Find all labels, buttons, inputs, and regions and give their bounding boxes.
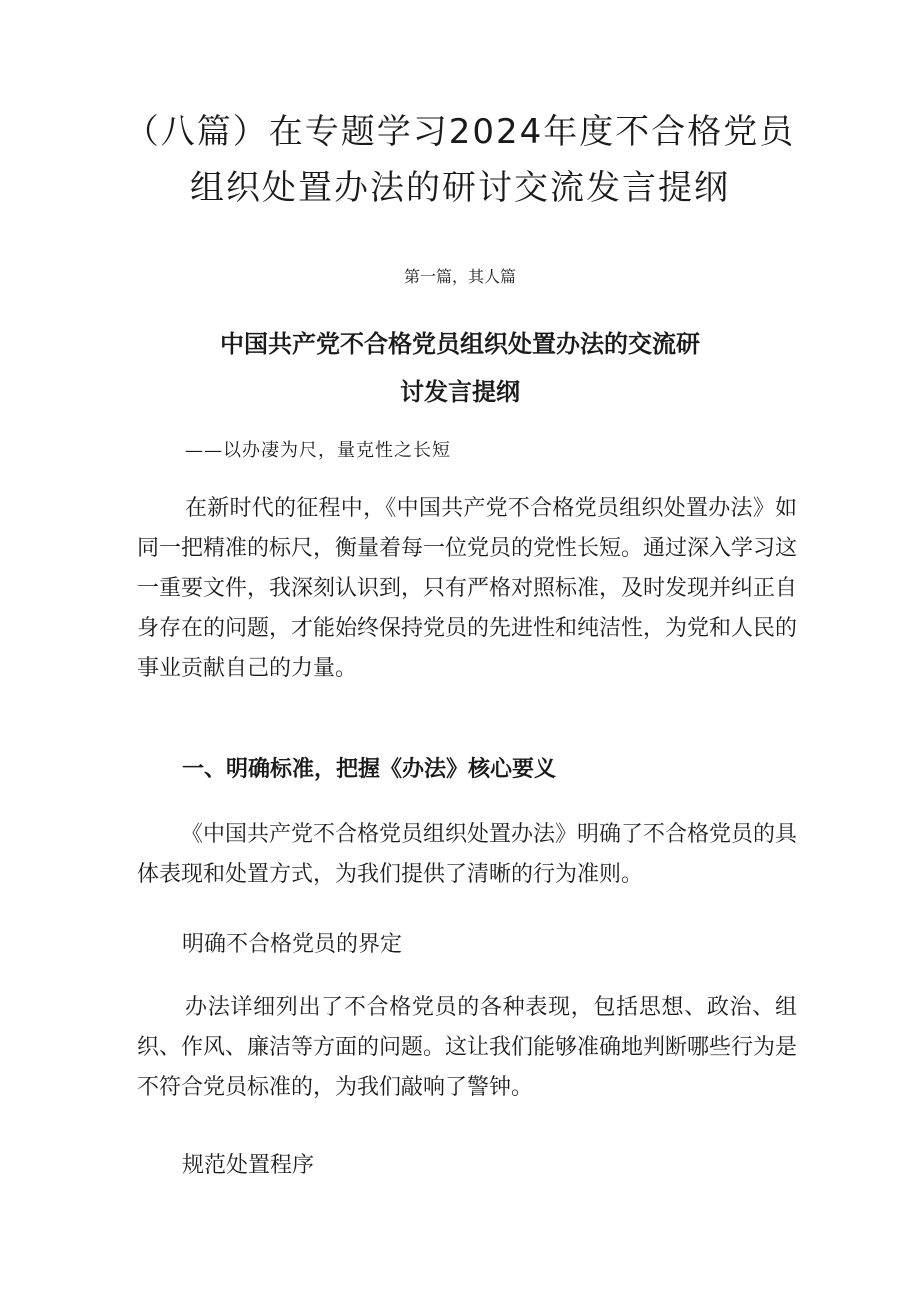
subhead-definition: 明确不合格党员的界定 [182,932,403,957]
epigraph: ——以办凄为尺，量克性之长短 [185,440,451,461]
subtitle-line-1: 中国共产党不合格党员组织处置办法的交流研 [220,330,700,358]
section-1-paragraph: 《中国共产党不合格党员组织处置办法》明确了不合格党员的具体表现和处置方式，为我们提供了清晰的行为准则。 [137,822,798,887]
subtitle-line-2: 讨发言提纲 [400,378,520,406]
subhead-procedure: 规范处置程序 [182,1153,315,1178]
title-line-1: （八篇）在专题学习2024年度不合格党员 [124,112,796,152]
chapter-label: 第一篇，其人篇 [403,267,516,286]
section-title [170,320,750,416]
title-line-2: 组织处置办法的研讨交流发言提纲 [190,168,730,208]
section-1-heading: 一、明确标准，把握《办法》核心要义 [182,757,557,782]
document-title [80,104,840,216]
intro-paragraph: 在新时代的征程中，《中国共产党不合格党员组织处置办法》如同一把精准的标尺，衡量着每一位党员的党性长短。通过深入学习这一重要文件，我深刻认识到，只有严格对照标准，及时发现并纠正自身存在的问题，才能始终保持党员的先进性和纯洁性，为党和人民的事业贡献自己的力量。 [137,496,798,681]
subhead-definition-paragraph: 办法详细列出了不合格党员的各种表现，包括思想、政治、组织、作风、廉洁等方面的问题。这让我们能够准确地判断哪些行为是不符合党员标准的，为我们敲响了警钟。 [137,995,798,1100]
